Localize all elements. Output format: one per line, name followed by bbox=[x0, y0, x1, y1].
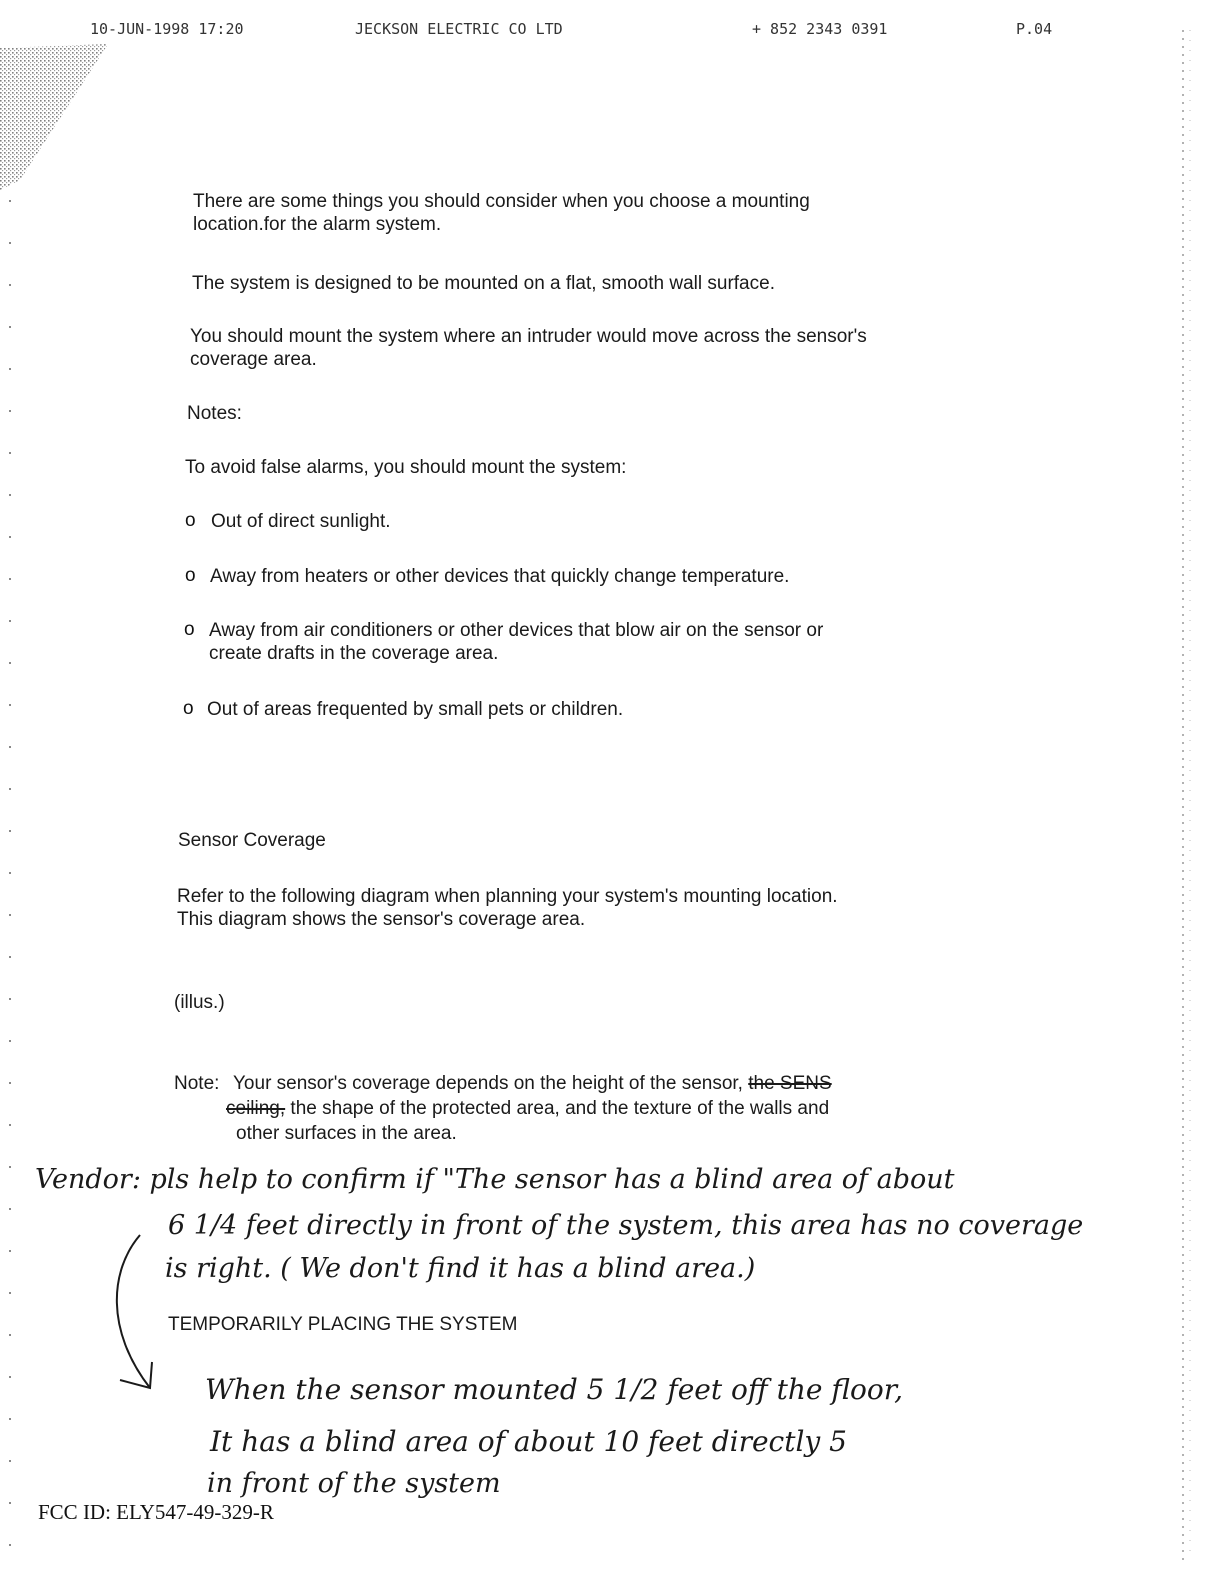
note-prefix: Note: bbox=[174, 1073, 220, 1094]
handwritten-vendor-line-2: 6 1/4 feet directly in front of the system, this area has no coverage bbox=[168, 1210, 1084, 1241]
intruder-line-1: You should mount the system where an intruder would move across the sensor's bbox=[190, 326, 867, 347]
note-line-3: other surfaces in the area. bbox=[236, 1123, 457, 1144]
refer-line-2: This diagram shows the sensor's coverage area. bbox=[177, 909, 586, 930]
false-alarms-intro: To avoid false alarms, you should mount the system: bbox=[185, 457, 627, 478]
illus-placeholder: (illus.) bbox=[174, 992, 225, 1013]
handwritten-arrow-icon bbox=[100, 1230, 180, 1400]
note-line-1 bbox=[233, 1072, 832, 1095]
handwritten-vendor-line-3: is right. ( We don't find it has a blind area.) bbox=[165, 1253, 756, 1284]
fax-datetime: 10-JUN-1998 17:20 bbox=[90, 20, 244, 38]
fax-header bbox=[0, 20, 1224, 44]
notes-label: Notes: bbox=[187, 403, 242, 424]
bullet-heaters: Away from heaters or other devices that quickly change temperature. bbox=[210, 566, 790, 587]
bullet-marker: o bbox=[183, 698, 194, 719]
bullet-sunlight: Out of direct sunlight. bbox=[211, 511, 391, 532]
bullet-marker: o bbox=[185, 565, 196, 586]
fax-phone: + 852 2343 0391 bbox=[752, 20, 888, 38]
fcc-id: FCC ID: ELY547-49-329-R bbox=[38, 1500, 274, 1524]
handwritten-answer-line-3: in front of the system bbox=[207, 1468, 501, 1499]
bullet-air-conditioners-line-2: create drafts in the coverage area. bbox=[209, 643, 499, 664]
note-struck-ceiling: ceiling, bbox=[226, 1098, 286, 1119]
surface-paragraph: The system is designed to be mounted on a flat, smooth wall surface. bbox=[192, 273, 775, 294]
bullet-pets-children: Out of areas frequented by small pets or children. bbox=[207, 699, 624, 720]
intro-line-2: location.for the alarm system. bbox=[193, 214, 442, 235]
scan-noise-left-edge bbox=[0, 200, 20, 1560]
note-line-2 bbox=[226, 1097, 829, 1120]
handwritten-answer-line-2: It has a blind area of about 10 feet directly 5 bbox=[210, 1425, 847, 1458]
intro-line-1: There are some things you should consider when you choose a mounting bbox=[193, 191, 810, 212]
fax-page-number: P.04 bbox=[1016, 20, 1053, 38]
handwritten-vendor-line-1: Vendor: pls help to confirm if "The sensor has a blind area of about bbox=[35, 1164, 955, 1195]
bullet-marker: o bbox=[185, 510, 196, 531]
note-struck-text: the SENS bbox=[748, 1073, 832, 1094]
sensor-coverage-heading: Sensor Coverage bbox=[178, 830, 326, 851]
refer-line-1: Refer to the following diagram when planning your system's mounting location. bbox=[177, 886, 838, 907]
note-line-1-text: Your sensor's coverage depends on the height of the sensor, bbox=[233, 1073, 743, 1094]
note-line-2-text: the shape of the protected area, and the texture of the walls and bbox=[285, 1098, 830, 1119]
temporarily-placing-heading: TEMPORARILY PLACING THE SYSTEM bbox=[168, 1314, 518, 1335]
handwritten-answer-line-1: When the sensor mounted 5 1/2 feet off the floor, bbox=[205, 1373, 903, 1406]
scan-noise-corner bbox=[0, 40, 110, 190]
intruder-line-2: coverage area. bbox=[190, 349, 317, 370]
bullet-marker: o bbox=[184, 619, 195, 640]
fax-company: JECKSON ELECTRIC CO LTD bbox=[355, 20, 563, 38]
bullet-air-conditioners-line-1: Away from air conditioners or other devices that blow air on the sensor or bbox=[209, 620, 824, 641]
scan-noise-right-edge bbox=[1168, 30, 1198, 1560]
